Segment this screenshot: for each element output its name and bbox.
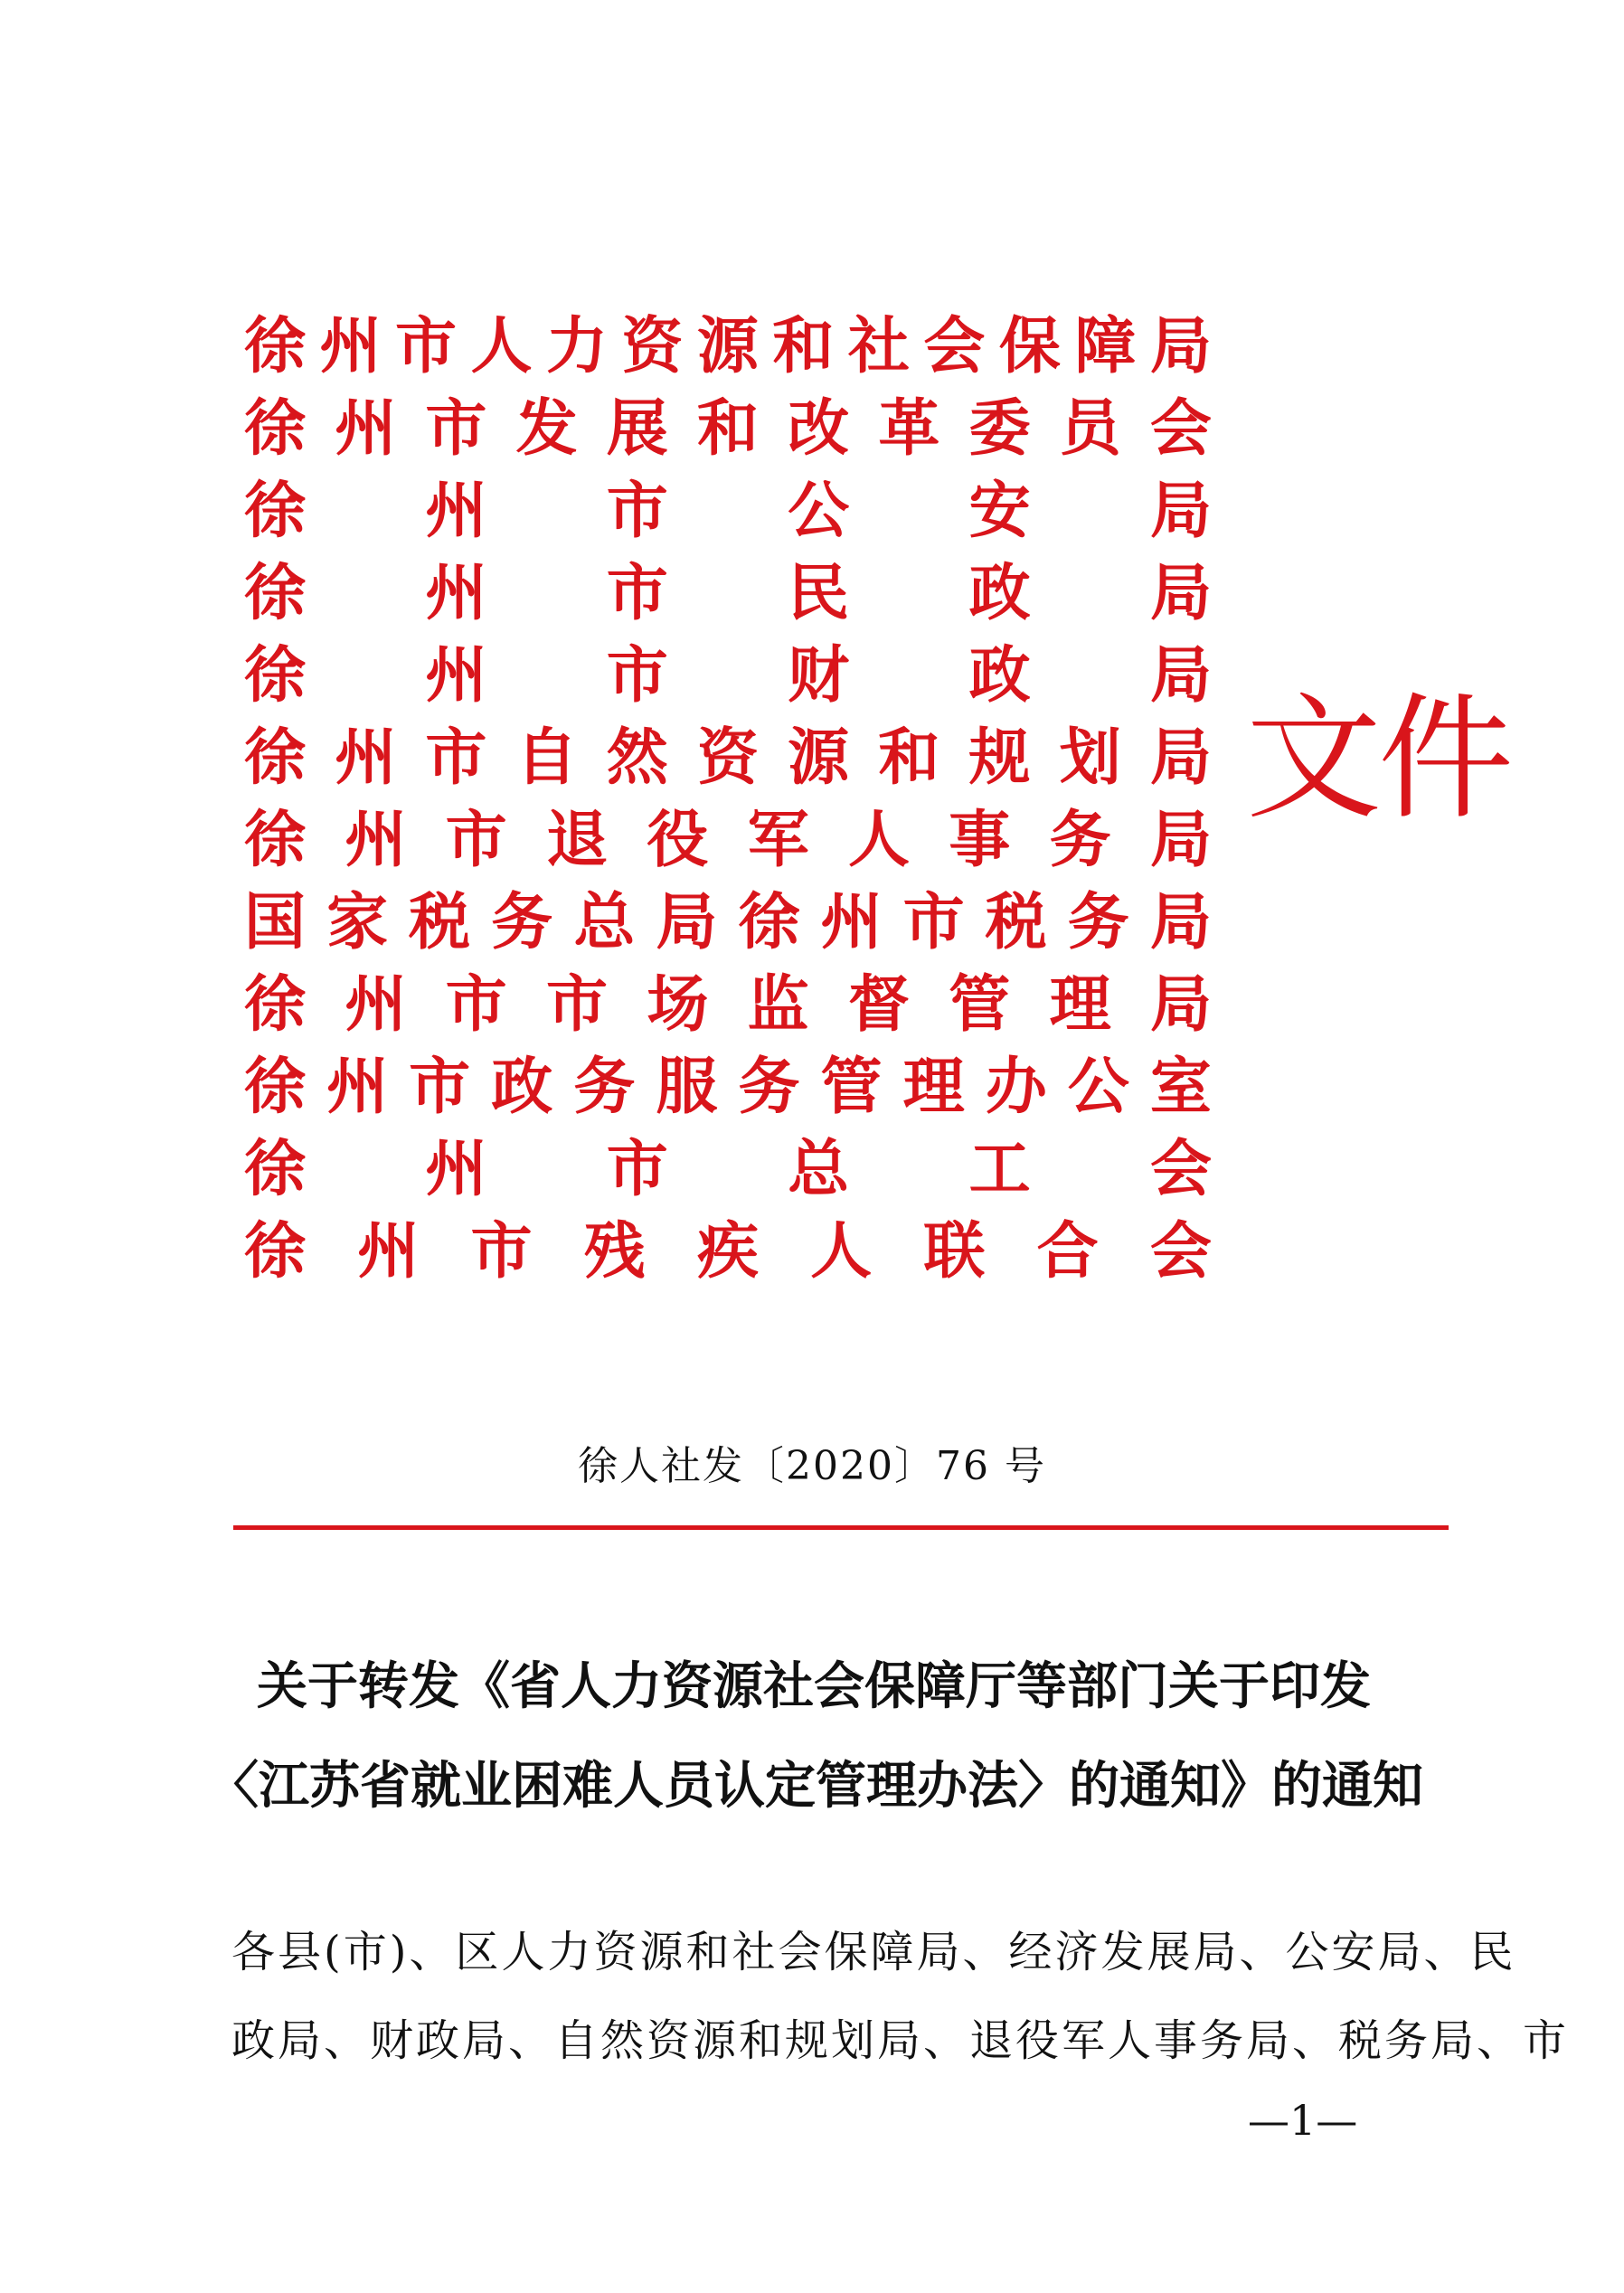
agency-char: 军: [747, 805, 809, 876]
red-divider-line: [233, 1525, 1449, 1530]
agency-char: 民: [788, 558, 850, 629]
agency-char: 务: [491, 887, 553, 958]
agency-char: 和: [696, 393, 759, 465]
document-type-label: 文件: [1246, 681, 1511, 838]
agency-char: 然: [606, 722, 668, 794]
agency-char: 局: [1149, 476, 1212, 547]
agency-char: 局: [1149, 640, 1212, 712]
title-line-1: 关于转发《省人力资源社会保障厅等部门关于印发: [257, 1656, 1371, 1716]
agency-char: 理: [1049, 969, 1111, 1041]
agency-char: 工: [968, 1134, 1031, 1205]
page-number: —1—: [1248, 2096, 1358, 2145]
agency-char: 委: [968, 393, 1031, 465]
agency-char: 公: [1067, 1052, 1129, 1123]
agency-char: 会: [923, 311, 986, 382]
agency-char: 规: [968, 722, 1031, 794]
agency-row: [244, 306, 1212, 388]
agency-char: 力: [545, 311, 608, 382]
agency-char: 务: [1067, 887, 1129, 958]
agency-char: 管: [820, 1052, 883, 1123]
agency-char: 划: [1059, 722, 1121, 794]
agency-char: 徐: [244, 1216, 307, 1288]
agency-char: 州: [425, 476, 487, 547]
agency-char: 局: [1149, 805, 1212, 876]
agency-char: 州: [425, 558, 487, 629]
document-title: [208, 1637, 1423, 1835]
agency-char: 局: [1149, 311, 1212, 382]
agency-char: 会: [1149, 1216, 1212, 1288]
agency-char: 会: [1149, 393, 1212, 465]
agency-char: 人: [810, 1216, 873, 1288]
agency-char: 局: [1149, 969, 1212, 1041]
agency-char: 发: [515, 393, 578, 465]
agency-char: 社: [847, 311, 910, 382]
agency-row: [244, 1211, 1212, 1293]
agency-char: 州: [345, 969, 407, 1041]
agency-char: 政: [968, 640, 1031, 712]
agency-char: 徐: [244, 558, 307, 629]
agency-char: 理: [902, 1052, 965, 1123]
agency-char: 政: [968, 558, 1031, 629]
agency-char: 徐: [738, 887, 800, 958]
agency-char: 市: [425, 393, 487, 465]
agency-row: [244, 799, 1212, 882]
agency-char: 徐: [244, 1052, 307, 1123]
agency-char: 监: [747, 969, 809, 1041]
agency-char: 安: [968, 476, 1031, 547]
body-line-1: 各县(市)、区人力资源和社会保障局、经济发展局、公安局、民: [231, 1927, 1516, 1977]
body-line-2: 政局、财政局、自然资源和规划局、退役军人事务局、税务局、市: [231, 2015, 1570, 2066]
agency-char: 员: [1059, 393, 1121, 465]
agency-char: 服: [656, 1052, 718, 1123]
agency-char: 徐: [244, 805, 307, 876]
agency-char: 财: [788, 640, 850, 712]
agency-char: 自: [515, 722, 578, 794]
agency-char: 残: [583, 1216, 646, 1288]
agency-char: 管: [949, 969, 1011, 1041]
agency-char: 州: [345, 805, 407, 876]
agency-char: 总: [573, 887, 636, 958]
agency-char: 州: [335, 722, 397, 794]
agency-row: [244, 964, 1212, 1046]
agency-char: 市: [545, 969, 608, 1041]
agency-char: 和: [772, 311, 835, 382]
agency-char: 资: [696, 722, 759, 794]
agency-char: 疾: [696, 1216, 759, 1288]
agency-char: 联: [923, 1216, 986, 1288]
agency-char: 局: [1149, 722, 1212, 794]
agency-char: 人: [847, 805, 910, 876]
agency-char: 合: [1036, 1216, 1099, 1288]
agency-char: 督: [847, 969, 910, 1041]
agency-char: 州: [425, 1134, 487, 1205]
agency-char: 徐: [244, 969, 307, 1041]
agency-char: 总: [788, 1134, 850, 1205]
agency-char: 市: [445, 805, 507, 876]
agency-char: 州: [820, 887, 883, 958]
agency-char: 州: [357, 1216, 420, 1288]
agency-char: 市: [394, 311, 457, 382]
agency-char: 役: [647, 805, 709, 876]
agency-char: 事: [949, 805, 1011, 876]
agency-char: 场: [647, 969, 709, 1041]
agency-char: 公: [788, 476, 850, 547]
agency-row: [244, 388, 1212, 470]
agency-char: 局: [1149, 558, 1212, 629]
agency-char: 国: [244, 887, 307, 958]
agency-char: 市: [902, 887, 965, 958]
agency-char: 人: [470, 311, 533, 382]
agency-char: 州: [335, 393, 397, 465]
agency-char: 市: [606, 640, 668, 712]
issuing-agencies: [244, 306, 1212, 1293]
agency-row: [244, 635, 1212, 717]
agency-char: 市: [425, 722, 487, 794]
agency-char: 家: [326, 887, 389, 958]
agency-char: 市: [470, 1216, 533, 1288]
agency-char: 办: [985, 1052, 1047, 1123]
agency-row: [244, 470, 1212, 552]
agency-char: 源: [788, 722, 850, 794]
agency-char: 市: [606, 476, 668, 547]
agency-char: 局: [1149, 887, 1212, 958]
agency-row: [244, 552, 1212, 635]
agency-char: 州: [326, 1052, 389, 1123]
agency-char: 务: [738, 1052, 800, 1123]
agency-char: 市: [606, 558, 668, 629]
title-line-2: 〈江苏省就业困难人员认定管理办法〉的通知》的通知: [208, 1756, 1423, 1816]
agency-char: 政: [491, 1052, 553, 1123]
agency-char: 徐: [244, 393, 307, 465]
agency-char: 务: [573, 1052, 636, 1123]
agency-row: [244, 882, 1212, 964]
document-number: 徐人社发〔2020〕76 号: [578, 1443, 1046, 1489]
agency-row: [244, 717, 1212, 799]
agency-row: [244, 1046, 1212, 1128]
agency-char: 税: [409, 887, 471, 958]
agency-char: 州: [425, 640, 487, 712]
agency-char: 退: [545, 805, 608, 876]
agency-char: 改: [788, 393, 850, 465]
agency-char: 州: [319, 311, 382, 382]
agency-char: 保: [998, 311, 1061, 382]
agency-char: 源: [696, 311, 759, 382]
agency-char: 会: [1149, 1134, 1212, 1205]
agency-char: 和: [878, 722, 940, 794]
agency-char: 障: [1074, 311, 1137, 382]
agency-char: 徐: [244, 640, 307, 712]
agency-char: 资: [621, 311, 684, 382]
agency-char: 市: [606, 1134, 668, 1205]
agency-char: 徐: [244, 1134, 307, 1205]
agency-char: 革: [878, 393, 940, 465]
agency-char: 务: [1049, 805, 1111, 876]
agency-char: 徐: [244, 476, 307, 547]
agency-char: 徐: [244, 311, 307, 382]
agency-row: [244, 1128, 1212, 1211]
agency-char: 室: [1149, 1052, 1212, 1123]
body-text: [231, 1908, 1570, 2085]
agency-char: 市: [409, 1052, 471, 1123]
agency-char: 徐: [244, 722, 307, 794]
agency-char: 展: [606, 393, 668, 465]
agency-char: 局: [656, 887, 718, 958]
agency-char: 市: [445, 969, 507, 1041]
agency-char: 税: [985, 887, 1047, 958]
